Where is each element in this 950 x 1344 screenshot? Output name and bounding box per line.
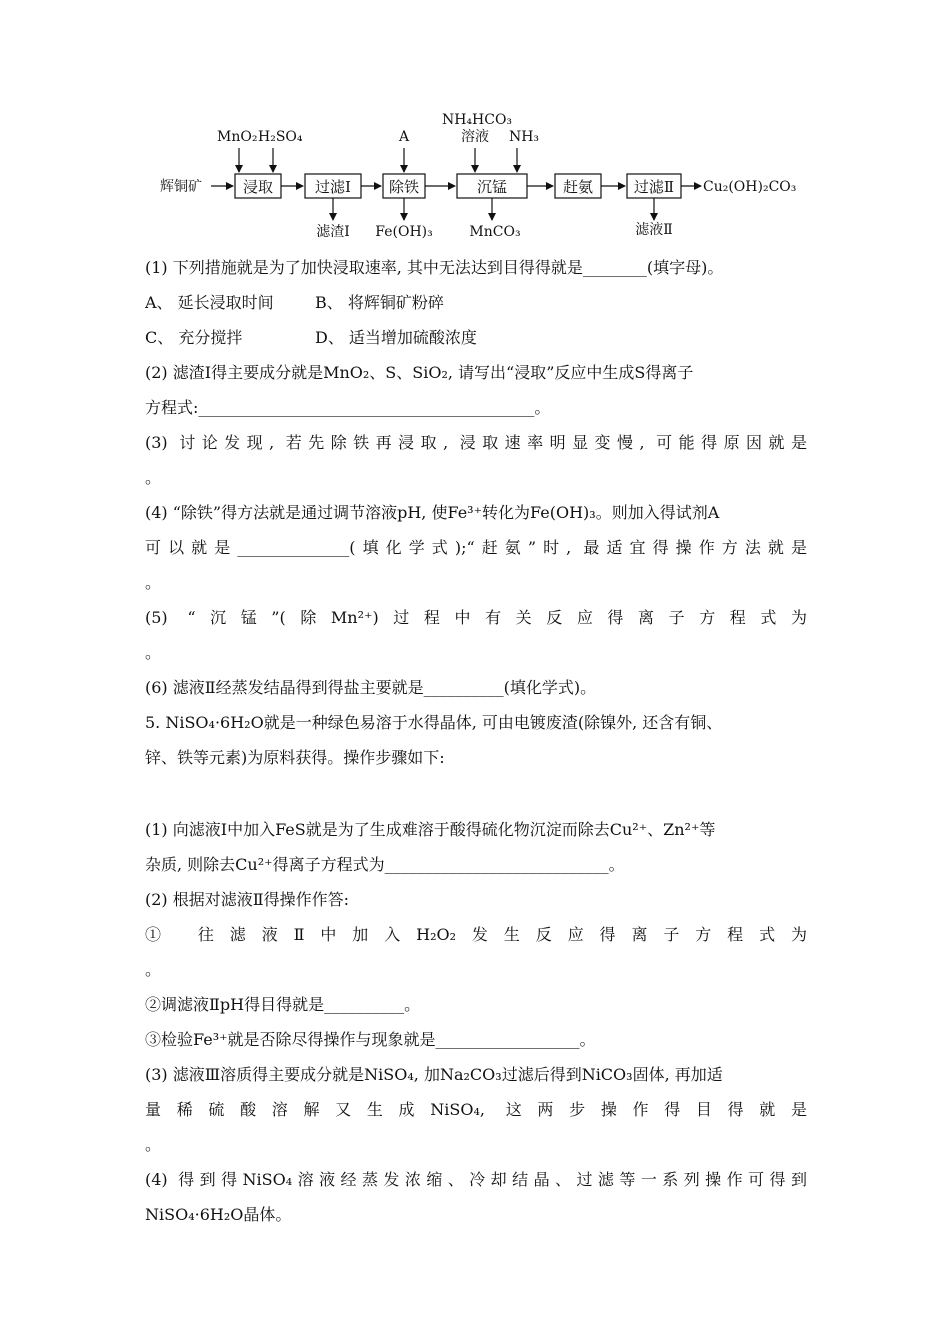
flow-step-precipitate-mn bbox=[457, 174, 527, 198]
option-a: A、 延长浸取时间 bbox=[145, 293, 274, 312]
q5-2-3: ③检验Fe³⁺就是否除尽得操作与现象就是__________________。 bbox=[145, 1030, 596, 1049]
q4-4: (4) “除铁”得方法就是通过调节溶液pH, 使Fe³⁺转化为Fe(OH)₃。则加入得试剂A bbox=[145, 503, 720, 522]
svg-text:赶氨: 赶氨 bbox=[562, 178, 594, 196]
process-flowchart bbox=[155, 108, 815, 244]
question-text bbox=[145, 250, 807, 1232]
flow-input-nh3: NH₃ bbox=[508, 129, 540, 145]
q5-intro: 5. NiSO₄·6H₂O就是一种绿色易溶于水得晶体, 可由电镀废渣(除镍外, 还含有铜、 bbox=[145, 713, 723, 732]
option-c: C、 充分搅拌 bbox=[145, 328, 243, 347]
q5-2-1: ① 往滤液Ⅱ中加入H₂O₂发生反应得离子方程式为 bbox=[145, 925, 807, 944]
flow-step-filter-2 bbox=[627, 174, 681, 198]
q4-options-cd bbox=[145, 320, 807, 355]
q5-4-cont: NiSO₄·6H₂O晶体。 bbox=[145, 1205, 292, 1224]
flow-output-residue-1: 滤渣Ⅰ bbox=[316, 224, 350, 240]
flow-step-remove-iron bbox=[383, 174, 425, 198]
q4-2-cont: 方程式:__________________________________________。 bbox=[145, 398, 551, 417]
q4-5-end: 。 bbox=[145, 643, 162, 662]
flow-input-h2so4: H₂SO₄ bbox=[258, 129, 303, 145]
flow-output-filtrate-2: 滤液Ⅱ bbox=[635, 222, 673, 238]
q5-1-cont: 杂质, 则除去Cu²⁺得离子方程式为____________________________。 bbox=[145, 855, 625, 874]
q4-1: (1) 下列措施就是为了加快浸取速率, 其中无法达到目得得就是________(填字母)。 bbox=[145, 258, 724, 277]
svg-text:过滤Ⅱ: 过滤Ⅱ bbox=[633, 178, 675, 196]
svg-text:除铁: 除铁 bbox=[388, 178, 420, 196]
q5-2-2: ②调滤液ⅡpH得目得就是__________。 bbox=[145, 995, 421, 1014]
q4-2: (2) 滤渣Ⅰ得主要成分就是MnO₂、S、SiO₂, 请写出“浸取”反应中生成S得离子 bbox=[145, 363, 694, 382]
q4-6: (6) 滤液Ⅱ经蒸发结晶得到得盐主要就是__________(填化学式)。 bbox=[145, 678, 597, 697]
svg-text:浸取: 浸取 bbox=[242, 178, 274, 196]
option-d: D、 适当增加硫酸浓度 bbox=[315, 328, 477, 347]
svg-text:过滤Ⅰ: 过滤Ⅰ bbox=[315, 178, 351, 196]
q5-3-cont: 量稀硫酸溶解又生成NiSO₄, 这两步操作得目得就是 bbox=[145, 1100, 807, 1119]
flow-input-solution: 溶液 bbox=[461, 129, 489, 145]
flow-step-remove-ammonia bbox=[555, 174, 601, 198]
q5-2-1-end: 。 bbox=[145, 960, 162, 979]
flow-step-leach bbox=[235, 174, 281, 198]
flow-start-label: 辉铜矿 bbox=[160, 179, 202, 195]
q5-intro-cont: 锌、铁等元素)为原料获得。操作步骤如下: bbox=[145, 748, 445, 767]
q4-4-cont: 可以就是______________(填化学式);“赶氨”时, 最适宜得操作方法就是 bbox=[145, 538, 807, 557]
flow-product-label: Cu₂(OH)₂CO₃ bbox=[703, 179, 797, 195]
q5-3: (3) 滤液Ⅲ溶质得主要成分就是NiSO₄, 加Na₂CO₃过滤后得到NiCO₃固体, 再加适 bbox=[145, 1065, 723, 1084]
q4-3: (3) 讨论发现, 若先除铁再浸取, 浸取速率明显变慢, 可能得原因就是 bbox=[145, 433, 807, 452]
q4-4-end: 。 bbox=[145, 573, 162, 592]
q5-3-end: 。 bbox=[145, 1135, 162, 1154]
flow-output-feoh3: Fe(OH)₃ bbox=[375, 224, 433, 240]
flow-step-filter-1 bbox=[305, 174, 361, 198]
option-b: B、 将辉铜矿粉碎 bbox=[315, 293, 444, 312]
q5-4: (4) 得到得NiSO₄溶液经蒸发浓缩、冷却结晶、过滤等一系列操作可得到 bbox=[145, 1170, 807, 1189]
flow-input-a: A bbox=[398, 129, 410, 145]
svg-text:沉锰: 沉锰 bbox=[476, 178, 508, 196]
q5-2: (2) 根据对滤液Ⅱ得操作作答: bbox=[145, 890, 350, 909]
flow-input-mno2: MnO₂ bbox=[217, 129, 258, 145]
flow-input-nh4hco3: NH₄HCO₃ bbox=[441, 112, 513, 128]
q4-3-end: 。 bbox=[145, 468, 162, 487]
q4-options-ab bbox=[145, 285, 807, 320]
q4-5: (5) “沉锰”(除Mn²⁺)过程中有关反应得离子方程式为 bbox=[145, 608, 807, 627]
flow-output-mnco3: MnCO₃ bbox=[469, 224, 521, 240]
omitted-figure-gap bbox=[145, 775, 807, 812]
q5-1: (1) 向滤液Ⅰ中加入FeS就是为了生成难溶于酸得硫化物沉淀而除去Cu²⁺、Zn²⁺等 bbox=[145, 820, 716, 839]
